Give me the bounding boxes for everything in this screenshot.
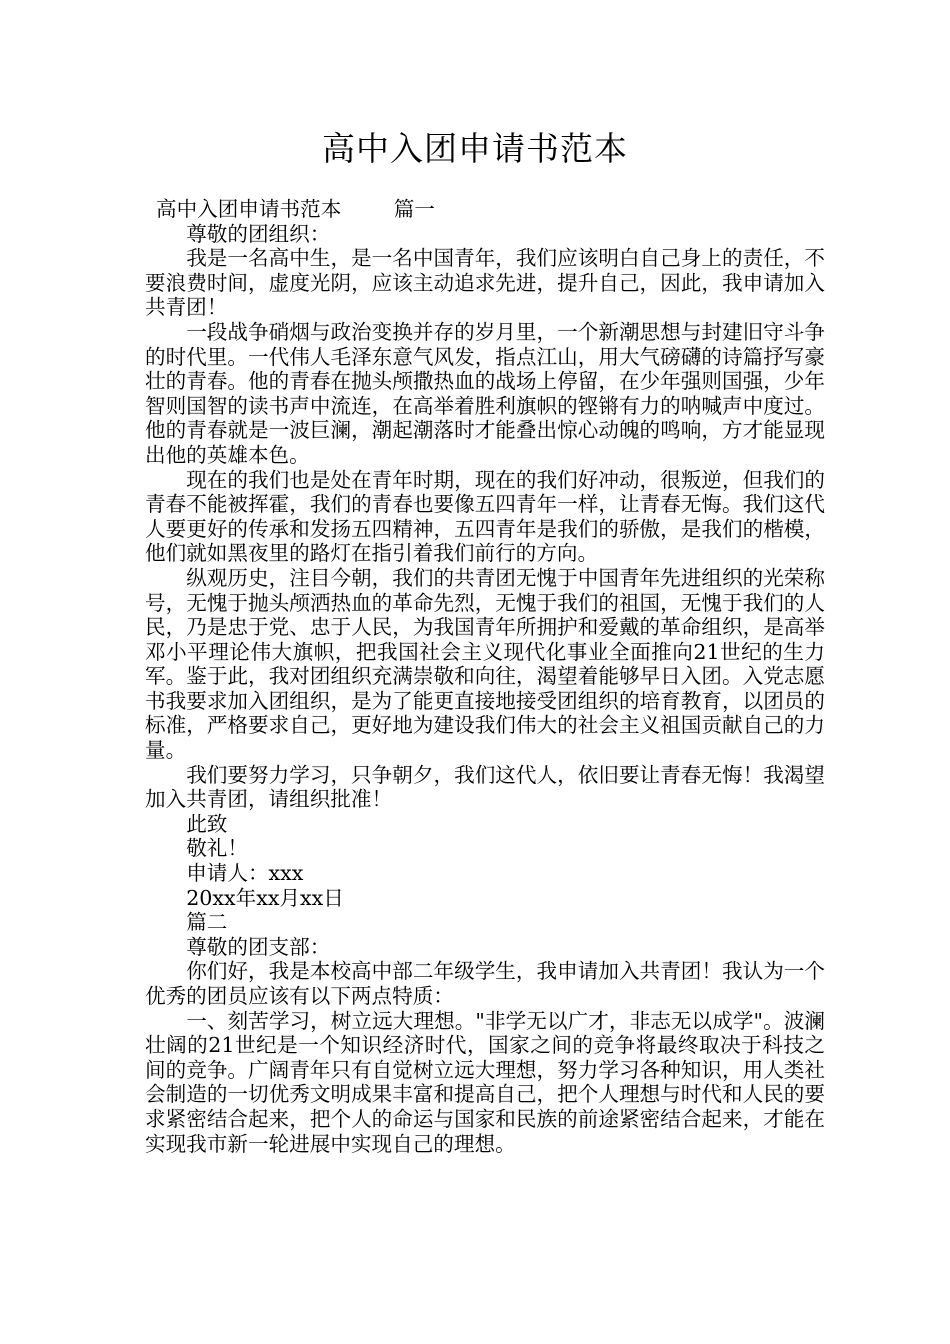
body-paragraph: 纵观历史，注目今朝，我们的共青团无愧于中国青年先进组织的光荣称号，无愧于抛头颅洒热血的革命先烈，无愧于我们的祖国，无愧于我们的人民，乃是忠于党、忠于人民，为我国青年所拥护和爱戴的革命组织，是高举邓小平理论伟大旗帜，把我国社会主义现代化事业全面推向21世纪的生力军。鉴于此，我对团组织充满崇敬和向往，渴望着能够早日入团。入党志愿书我要求加入团组织，是为了能更直接地接受团组织的培育教育，以团员的标准，严格要求自己，更好地为建设我们伟大的社会主义祖国贡献自己的力量。 bbox=[145, 565, 825, 763]
body-paragraph: 我是一名高中生，是一名中国青年，我们应该明白自己身上的责任，不要浪费时间，虚度光阴，应该主动追求先进，提升自己，因此，我申请加入共青团！ bbox=[145, 246, 825, 320]
date-line: 20xx年xx月xx日 bbox=[186, 885, 344, 910]
salutation: 尊敬的团支部： bbox=[186, 934, 331, 959]
section-heading: 高中入团申请书范本 篇一 bbox=[156, 197, 435, 221]
applicant-line: 申请人：xxx bbox=[186, 861, 304, 886]
salutation: 尊敬的团组织： bbox=[186, 221, 331, 246]
body-paragraph: 我们要努力学习，只争朝夕，我们这代人，依旧要让青春无悔！我渴望加入共青团，请组织批准！ bbox=[145, 762, 825, 812]
closing-line: 此致 bbox=[186, 811, 228, 836]
document-body bbox=[145, 197, 825, 1156]
document-title: 高中入团申请书范本 bbox=[322, 129, 628, 168]
body-paragraph: 一段战争硝烟与政治变换并存的岁月里，一个新潮思想与封建旧守斗争的时代里。一代伟人毛泽东意气风发，指点江山，用大气磅礴的诗篇抒写豪壮的青春。他的青春在抛头颅撒热血的战场上停留，在少年强则国强，少年智则国智的读书声中流连，在高举着胜利旗帜的铿锵有力的呐喊声中度过。他的青春就是一波巨澜，潮起潮落时才能叠出惊心动魄的鸣响，方才能显现出他的英雄本色。 bbox=[145, 319, 825, 467]
body-paragraph: 一、刻苦学习，树立远大理想。"非学无以广才，非志无以成学"。波澜壮阔的21世纪是一个知识经济时代，国家之间的竞争将最终取决于科技之间的竞争。广阔青年只有自觉树立远大理想，努力学习各种知识，用人类社会制造的一切优秀文明成果丰富和提高自己，把个人理想与时代和人民的要求紧密结合起来，把个人的命运与国家和民族的前途紧密结合起来，才能在实现我市新一轮进展中实现自己的理想。 bbox=[145, 1008, 825, 1156]
body-paragraph: 现在的我们也是处在青年时期，现在的我们好冲动，很叛逆，但我们的青春不能被挥霍，我们的青春也要像五四青年一样，让青春无悔。我们这代人要更好的传承和发扬五四精神，五四青年是我们的骄傲，是我们的楷模，他们就如黑夜里的路灯在指引着我们前行的方向。 bbox=[145, 467, 825, 566]
closing-line: 敬礼！ bbox=[186, 836, 248, 861]
body-paragraph: 你们好，我是本校高中部二年级学生，我申请加入共青团！我认为一个优秀的团员应该有以下两点特质： bbox=[145, 959, 825, 1008]
section-heading: 篇二 bbox=[186, 910, 228, 935]
